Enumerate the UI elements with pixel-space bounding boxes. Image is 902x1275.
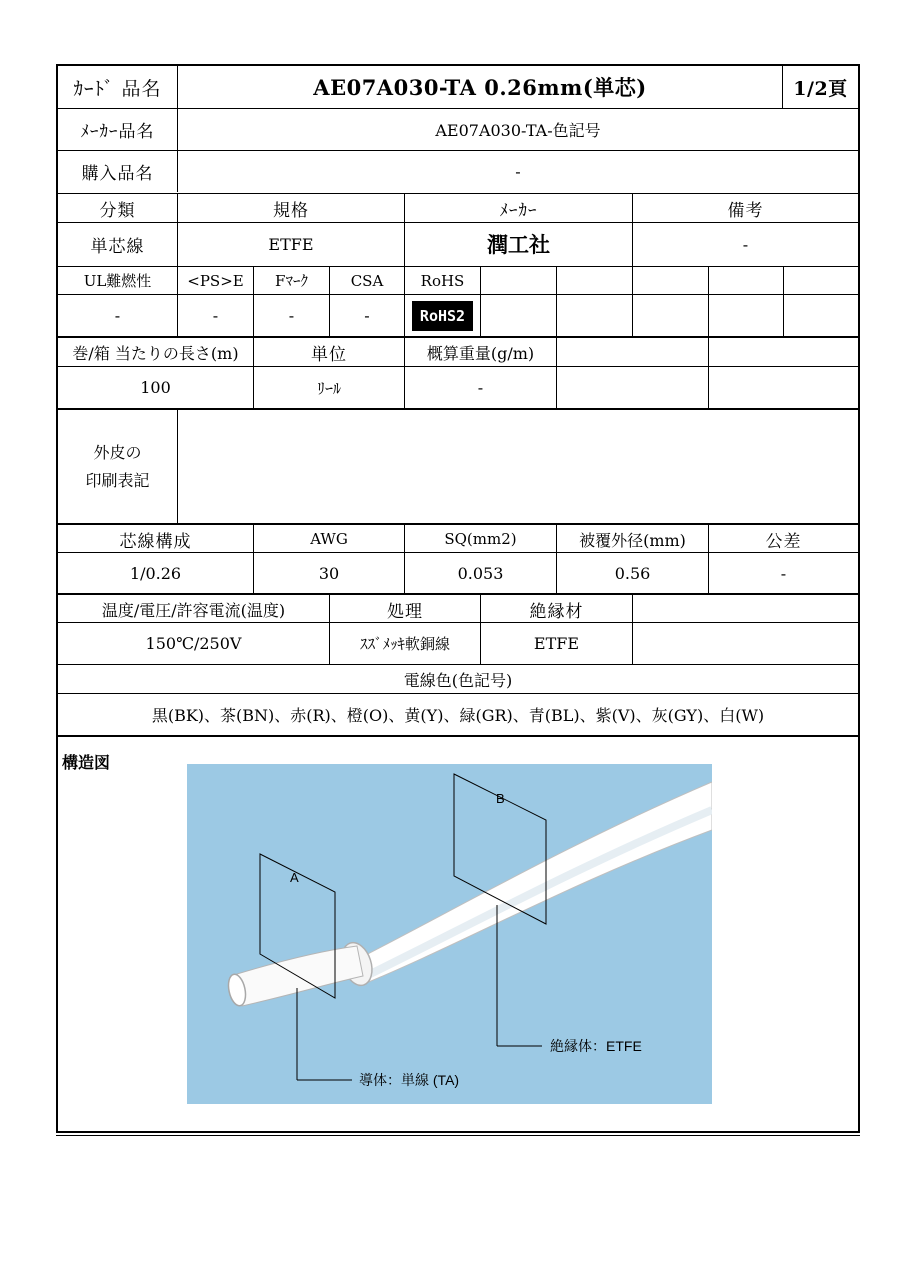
grid-line [783,267,784,337]
cert-header-fmark: Fﾏｰｸ [275,272,308,290]
insulation-callout: 絶縁体：ETFE [550,1038,642,1054]
length-per-reel-header: 巻/箱 当たりの長さ(m) [72,344,239,363]
grid-line [480,267,481,337]
cert-value-empty [784,295,858,336]
cert-header-empty [784,267,858,294]
purchase-name-label: 購入品名 [81,164,154,184]
cert-header-pse: <PS>E [187,271,244,290]
page-title: AE07A030-TA 0.26mm(単芯) [313,75,647,100]
sheath-print-label-line2: 印刷表記 [85,471,150,490]
classification-value: 単芯線 [90,236,145,257]
grid-line [404,267,405,337]
grid-line [177,267,178,337]
grid-line [632,194,633,266]
sq-value: 0.053 [457,563,504,583]
cert-value-csa: - [364,306,370,325]
grid-line [58,523,858,525]
length-per-reel-value: 100 [140,378,171,397]
maker-header: ﾒｰｶｰ [499,200,538,221]
grid-line [58,735,858,737]
cert-value-empty [633,295,708,336]
section-label-b: B [496,791,505,806]
treatment-header: 処理 [387,601,423,622]
grid-line [58,593,858,595]
grid-line [177,410,178,523]
grid-line [58,336,858,338]
awg-value: 30 [318,563,340,583]
cert-header-empty [481,267,556,294]
grid-line [329,595,330,664]
classification-header: 分類 [99,200,136,221]
standard-header: 規格 [273,200,309,221]
maker-value: 潤工社 [487,232,550,257]
bottom-rule [56,1135,860,1136]
packaging-value-empty [709,367,858,408]
tolerance-value: - [780,563,787,583]
strand-config-header: 芯線構成 [119,531,192,552]
cert-header-ul: UL難燃性 [83,272,152,290]
grid-line [253,338,254,409]
cable-structure-diagram [187,764,712,1104]
grid-line [556,525,557,594]
strand-config-value: 1/0.26 [129,563,182,583]
rohs2-badge: RoHS2 [412,301,473,331]
structure-diagram-title: 構造図 [62,753,111,772]
cert-value-rohs [405,295,480,336]
purchase-name-value: - [515,162,521,181]
sq-header: SQ(mm2) [444,530,517,548]
grid-line [708,338,709,409]
grid-line [404,194,405,266]
approx-weight-value: - [477,378,484,397]
cert-header-empty [633,267,708,294]
grid-line [556,338,557,409]
packaging-header-empty [557,339,708,366]
sheath-print-value [178,411,858,523]
grid-line [708,525,709,594]
grid-line [632,267,633,337]
grid-line [556,267,557,337]
grid-line [480,595,481,664]
ratings-header-empty [633,596,858,622]
tolerance-header: 公差 [765,531,802,552]
insulation-material-header: 絶縁材 [529,601,584,622]
sheath-print-label [58,411,177,523]
grid-line [58,408,858,410]
remarks-value: - [742,234,749,254]
grid-line [253,267,254,337]
cert-value-fmark: - [288,306,295,325]
grid-line [253,525,254,594]
insulation-material-value: ETFE [533,634,580,653]
outer-diameter-value: 0.56 [614,563,651,583]
cert-header-rohs: RoHS [420,271,465,290]
section-label-a: A [290,870,299,885]
conductor-callout: 導体：単線 (TA) [359,1072,460,1088]
outer-diameter-header: 被覆外径(mm) [579,530,686,550]
grid-line [782,66,783,108]
sheath-print-label-line1: 外皮の [93,443,142,462]
cert-header-csa: CSA [350,271,384,290]
packaging-header-empty [709,339,858,366]
unit-value: ﾘｰﾙ [316,379,341,398]
approx-weight-header: 概算重量(g/m) [426,344,535,363]
treatment-value: ｽｽﾞﾒｯｷ軟銅線 [359,635,450,653]
card-label: ｶｰﾄﾞ 品名 [73,77,162,100]
awg-header: AWG [310,530,348,548]
cert-value-empty [709,295,783,336]
grid-line [632,595,633,664]
wire-color-header: 電線色(色記号) [403,670,513,690]
grid-line [404,338,405,409]
cert-value-pse: - [212,306,219,325]
grid-line [329,267,330,337]
unit-header: 単位 [311,345,347,365]
grid-line [177,194,178,266]
cert-value-ul: - [114,306,121,325]
temp-voltage-current-value: 150℃/250V [145,634,242,653]
wire-color-list: 黒(BK)、茶(BN)、赤(R)、橙(O)、黄(Y)、緑(GR)、青(BL)、紫(V)、灰(GY)、白(W) [151,706,765,725]
remarks-header: 備考 [727,200,764,221]
maker-part-value: AE07A030-TA-色記号 [435,121,601,140]
packaging-value-empty [557,367,708,408]
grid-line [708,267,709,337]
cert-value-empty [557,295,632,336]
ratings-value-empty [633,623,858,664]
cert-header-empty [709,267,783,294]
grid-line [404,525,405,594]
maker-part-label: ﾒｰｶｰ品名 [80,122,155,142]
page-number: 1/2頁 [793,77,848,100]
cert-value-empty [481,295,556,336]
cert-header-empty [557,267,632,294]
standard-value: ETFE [268,234,314,254]
temp-voltage-current-header: 温度/電圧/許容電流(温度) [101,600,286,620]
